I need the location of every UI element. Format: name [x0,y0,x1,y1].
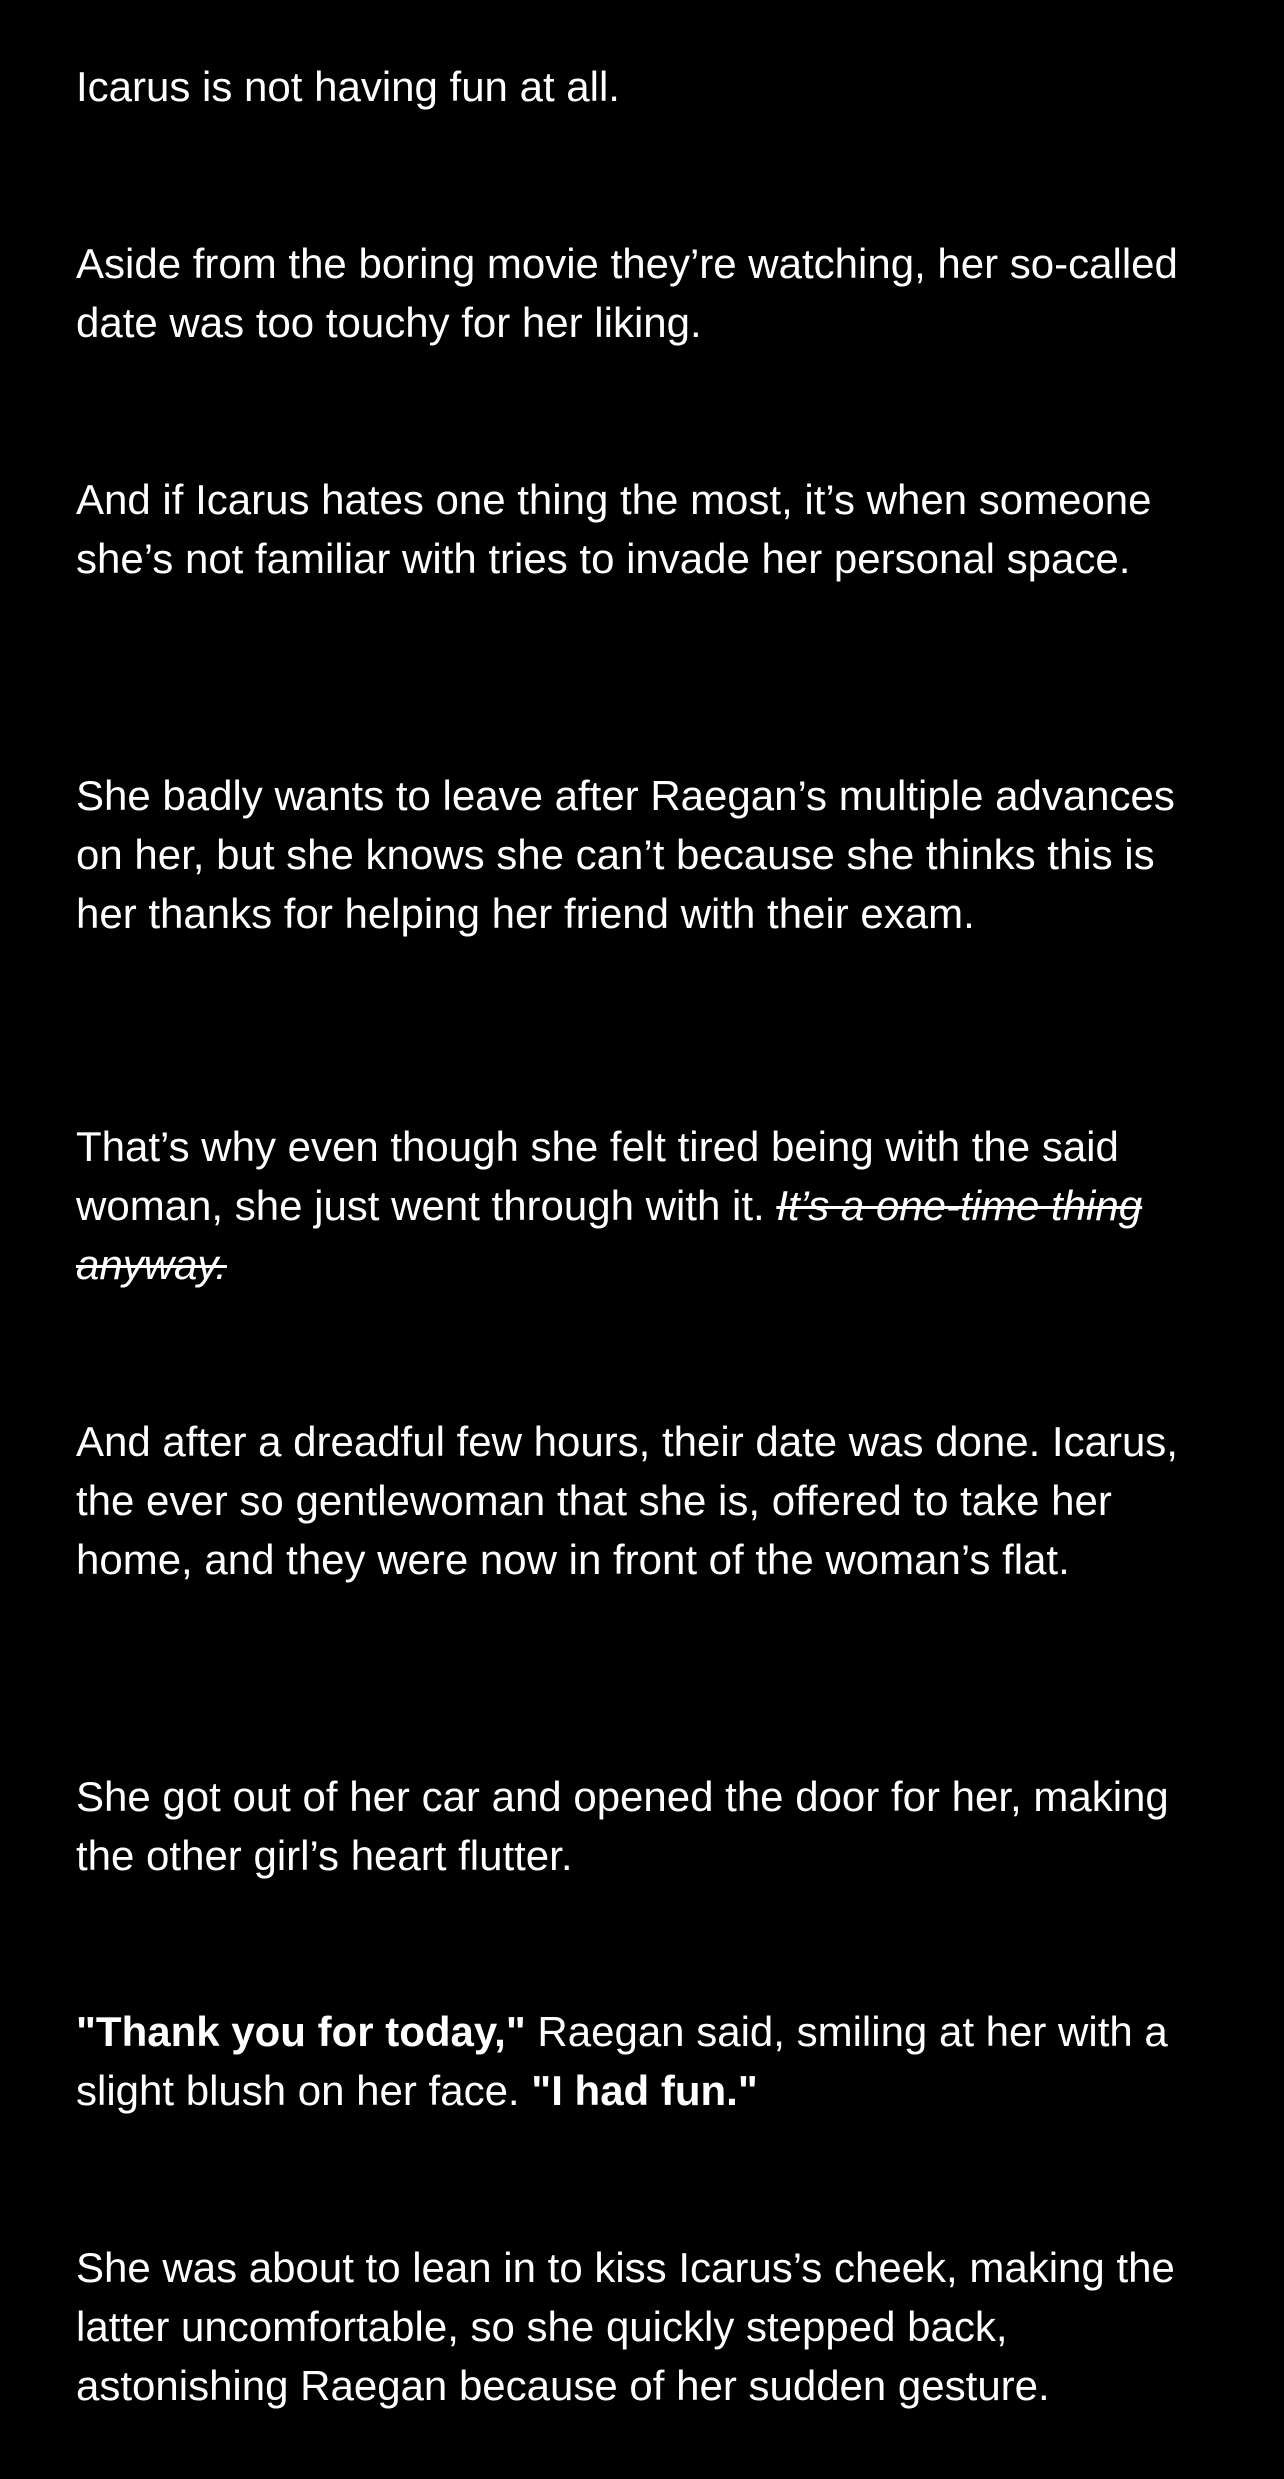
paragraph [76,766,1226,943]
paragraph-text: Raegan said, smiling at her with a slight blush on her face. [76,2008,1168,2114]
paragraph-text: Icarus is not having fun at all. [76,63,620,110]
paragraph-text: She was about to lean in to kiss Icarus’s cheek, making the latter uncomfortable, so she quickly stepped back, astonishing Raegan because of her sudden gesture. [76,2244,1175,2409]
dialogue-quote-bold: "I had fun." [531,2067,758,2114]
struck-italic-text: It’s a one-time thing anyway. [76,1182,1143,1288]
paragraph-text: And if Icarus hates one thing the most, it’s when someone she’s not familiar with tries to invade her personal space. [76,476,1152,582]
paragraph [76,1412,1226,1589]
paragraph [76,1117,1226,1294]
dialogue-paragraph [76,2002,1226,2120]
paragraph-text: She badly wants to leave after Raegan’s multiple advances on her, but she knows she can’t because she thinks this is her thanks for helping her friend with their exam. [76,772,1175,937]
paragraph [76,470,1226,588]
paragraph-text: Aside from the boring movie they’re watching, her so-called date was too touchy for her liking. [76,240,1178,346]
paragraph [76,57,1226,116]
paragraph-text: And after a dreadful few hours, their date was done. Icarus, the ever so gentlewoman that she is, offered to take her home, and they were now in front of the woman’s flat. [76,1418,1178,1583]
dialogue-quote-bold: "Thank you for today," [76,2008,526,2055]
paragraph [76,2238,1226,2415]
paragraph-text: She got out of her car and opened the door for her, making the other girl’s heart flutter. [76,1773,1169,1879]
paragraph-text: That’s why even though she felt tired being with the said woman, she just went through with it. [76,1123,1119,1229]
paragraph [76,1767,1226,1885]
paragraph [76,234,1226,352]
